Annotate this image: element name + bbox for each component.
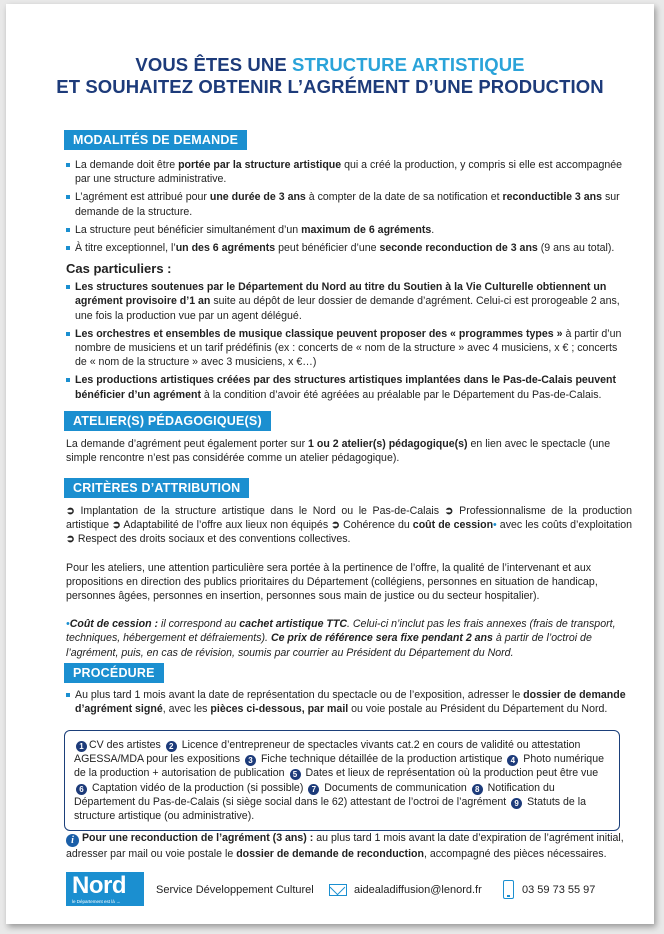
- modalites-bullet: La structure peut bénéficier simultanément d’un maximum de 6 agréments.: [66, 223, 632, 237]
- number-3-icon: 3: [245, 755, 256, 766]
- cout-cession-note: •Coût de cession : il correspond au cachet artistique TTC. Celui-ci n’inclut pas les frais annexes (frais de transport, techniques, hébergement et défraiements). Ce prix de référence sera fixe pendant 2 ans à partir de l’octroi de l’agrément, puis, en cas de révision, soumis par courrier au Président du Département du Nord.: [66, 618, 616, 659]
- cas-bullet: Les productions artistiques créées par des structures artistiques implantées dans le Pas-de-Calais peuvent bénéficier d’un agrément à la condition d’avoir été agréées au préalable par le Département du Pas-de-Calais.: [66, 373, 632, 401]
- section-heading-modalites: MODALITÉS DE DEMANDE: [64, 130, 247, 150]
- section-heading-criteres: CRITÈRES D’ATTRIBUTION: [64, 478, 249, 498]
- atelier-block: [66, 437, 632, 465]
- phone-icon: [503, 880, 514, 899]
- arrow-icon: ➲: [66, 533, 75, 546]
- reconduction-note: i Pour une reconduction de l’agrément (3 ans) : au plus tard 1 mois avant la date d’expiration de l’agrément initial, adresser par mail ou voie postale le dossier de demande de reconduction, accompagné des pièces nécessaires.: [66, 832, 624, 860]
- criteres-ateliers-text: Pour les ateliers, une attention particulière sera portée à la pertinence de l’offre, la qualité de l’intervenant et aux propositions en direction des publics prioritaires du Département (collégiens, personnes en situation de handicap, personnes âgées, personnes en insertion, personnes sous main de justice ou du secteur hospitalier).: [66, 561, 598, 603]
- nord-logo: Nord le Département est là →: [66, 872, 144, 906]
- criteres-list: ➲ Implantation de la structure artistique dans le Nord ou le Pas-de-Calais ➲ Professionnalisme de la production artistique ➲ Adaptabilité de l’offre aux lieux non équipés ➲ Cohérence du coût de cession• avec les coûts d’exploitation ➲ Respect des droits sociaux et des conventions collectives.: [66, 505, 632, 546]
- service-label: Service Développement Culturel: [156, 884, 314, 896]
- cas-bullet: Les orchestres et ensembles de musique classique peuvent proposer des « programmes types » à partir d’un nombre de musiciens et un tarif prédéfinis (ex : concerts de « nom de la structure » avec 4 musiciens, x € ; concerts de « nom de la structure » avec 3 musiciens, x €…): [66, 327, 632, 370]
- arrow-icon: ➲: [444, 505, 454, 517]
- document-page: [6, 4, 654, 924]
- atelier-text: La demande d’agrément peut également porter sur 1 ou 2 atelier(s) pédagogique(s) en lien avec le spectacle (une simple rencontre n’est pas considérée comme un atelier pédagogique).: [66, 438, 611, 465]
- number-4-icon: 4: [507, 755, 518, 766]
- number-2-icon: 2: [166, 741, 177, 752]
- section-heading-atelier: ATELIER(S) PÉDAGOGIQUE(S): [64, 411, 271, 431]
- modalites-bullet: L’agrément est attribué pour une durée de 3 ans à compter de la date de sa notification et reconductible 3 ans sur demande de la structure.: [66, 190, 632, 218]
- modalites-bullet: La demande doit être portée par la structure artistique qui a créé la production, y compris si elle est accompagnée par une structure administrative.: [66, 158, 632, 186]
- info-icon: i: [66, 834, 79, 847]
- number-7-icon: 7: [308, 784, 319, 795]
- procedure-block: [66, 688, 632, 720]
- arrow-icon: ➲: [331, 519, 341, 532]
- phone-number: 03 59 73 55 97: [522, 884, 596, 896]
- pieces-list-box: 1 CV des artistes 2 Licence d’entrepreneur de spectacles vivants cat.2 en cours de validité ou attestation AGESSA/MDA pour les expositions 3 Fiche technique détaillée de la production artistique 4 Photo numérique de la production + autorisation de publication 5 Dates et lieux de représentation où la production peut être vue 6 Captation vidéo de la production (si possible) 7 Documents de communication 8 Notification du Département du Pas-de-Calais (si siège social dans le 62) attestant de l’octroi de l’agrément 9 Statuts de la structure artistique (ou administrative).: [64, 730, 620, 831]
- procedure-bullet: Au plus tard 1 mois avant la date de représentation du spectacle ou de l’exposition, adresser le dossier de demande d’agrément signé, avec les pièces ci-dessous, par mail ou voie postale au Président du Département du Nord.: [66, 688, 632, 716]
- title-highlight: STRUCTURE ARTISTIQUE: [292, 54, 525, 75]
- modalites-bullet: À titre exceptionnel, l’un des 6 agréments peut bénéficier d’une seconde reconduction de 3 ans (9 ans au total).: [66, 241, 632, 255]
- arrow-icon: ➲: [112, 519, 121, 532]
- section-heading-procedure: PROCÉDURE: [64, 663, 164, 683]
- title-line2: ET SOUHAITEZ OBTENIR L’AGRÉMENT D’UNE PRODUCTION: [56, 76, 604, 97]
- mail-icon: [329, 884, 347, 896]
- cas-bullet: Les structures soutenues par le Département du Nord au titre du Soutien à la Vie Culturelle obtiennent un agrément provisoire d’1 an suite au dépôt de leur dossier de demande d’agrément. Celui-ci est prorogeable 2 ans, une fois la production vue par un agent délégué.: [66, 280, 632, 323]
- number-6-icon: 6: [76, 784, 87, 795]
- number-9-icon: 9: [511, 798, 522, 809]
- arrow-icon: ➲: [66, 505, 75, 517]
- title-line1: VOUS ÊTES UNE: [135, 54, 293, 75]
- number-1-icon: 1: [76, 741, 87, 752]
- number-5-icon: 5: [290, 769, 301, 780]
- criteres-block: [66, 504, 632, 660]
- email-link[interactable]: aidealadiffusion@lenord.fr: [354, 884, 482, 896]
- page-title: [6, 54, 654, 98]
- footer: [6, 866, 654, 916]
- modalites-block: [66, 158, 632, 406]
- number-8-icon: 8: [472, 784, 483, 795]
- cas-particuliers-title: Cas particuliers :: [66, 261, 172, 277]
